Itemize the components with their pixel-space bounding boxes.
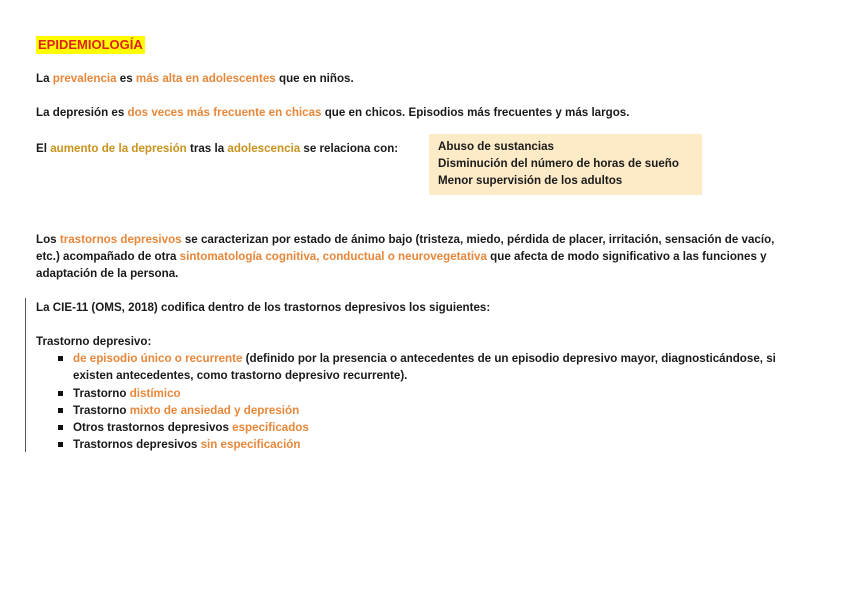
text: etc.) acompañado de otra bbox=[36, 250, 180, 263]
text: adaptación de la persona. bbox=[36, 267, 179, 280]
cie-line: La CIE-11 (OMS, 2018) codifica dentro de los trastornos depresivos los siguientes: bbox=[36, 301, 491, 314]
highlight-text: dos veces más frecuente en chicas bbox=[127, 106, 322, 119]
text: Trastornos depresivos bbox=[73, 438, 201, 451]
text: Trastorno bbox=[73, 404, 130, 417]
trastorno-heading: Trastorno depresivo: bbox=[36, 335, 152, 348]
text: se caracterizan por estado de ánimo bajo (tristeza, miedo, pérdida de placer, irritación, sensación de vacío, bbox=[181, 233, 775, 246]
text: Otros trastornos depresivos bbox=[73, 421, 233, 434]
list-item bbox=[73, 419, 309, 436]
highlight-text: adolescencia bbox=[227, 142, 301, 155]
margin-line bbox=[25, 298, 26, 452]
highlight-text: más alta en adolescentes bbox=[135, 72, 276, 85]
list-item bbox=[73, 350, 776, 367]
highlight-text: sin especificación bbox=[200, 438, 301, 451]
factors-box bbox=[429, 134, 702, 195]
prevalence-line bbox=[36, 70, 354, 87]
definition-paragraph-line bbox=[36, 265, 178, 282]
definition-paragraph-line bbox=[36, 248, 767, 265]
text: que en niños. bbox=[275, 72, 354, 85]
increase-line bbox=[36, 140, 398, 157]
text: La depresión es bbox=[36, 106, 128, 119]
text: Los bbox=[36, 233, 60, 246]
text: tras la bbox=[186, 142, 228, 155]
definition-paragraph-line bbox=[36, 231, 774, 248]
highlight-text: distímico bbox=[129, 387, 181, 400]
list-item-continuation: existen antecedentes, como trastorno depresivo recurrente). bbox=[73, 369, 408, 382]
factor-item: Abuso de sustancias bbox=[438, 140, 554, 153]
highlight-text: prevalencia bbox=[52, 72, 117, 85]
factor-item: Disminución del número de horas de sueño bbox=[438, 157, 679, 170]
highlight-text: aumento de la depresión bbox=[50, 142, 187, 155]
bullet-icon bbox=[58, 425, 63, 430]
text: que en chicos. Episodios más frecuentes y más largos. bbox=[321, 106, 630, 119]
highlight-text: mixto de ansiedad y depresión bbox=[129, 404, 300, 417]
highlight-text: especificados bbox=[232, 421, 309, 434]
list-item bbox=[73, 436, 300, 453]
text: que afecta de modo significativo a las funciones y bbox=[486, 250, 767, 263]
bullet-icon bbox=[58, 442, 63, 447]
text: Trastorno bbox=[73, 387, 130, 400]
frequency-line bbox=[36, 104, 629, 121]
highlight-text: sintomatología cognitiva, conductual o neurovegetativa bbox=[179, 250, 487, 263]
bullet-icon bbox=[58, 391, 63, 396]
text: La bbox=[36, 72, 53, 85]
page-title: EPIDEMIOLOGÍA bbox=[38, 37, 143, 52]
text: (definido por la presencia o antecedentes de un episodio depresivo mayor, diagnosticándose, si bbox=[242, 352, 776, 365]
bullet-icon bbox=[58, 356, 63, 361]
bullet-icon bbox=[58, 408, 63, 413]
text: es bbox=[116, 72, 136, 85]
factor-item: Menor supervisión de los adultos bbox=[438, 174, 623, 187]
list-item bbox=[73, 402, 299, 419]
list-item bbox=[73, 385, 181, 402]
highlight-text: de episodio único o recurrente bbox=[73, 352, 243, 365]
highlight-text: trastornos depresivos bbox=[59, 233, 182, 246]
text: se relaciona con: bbox=[300, 142, 399, 155]
text: El bbox=[36, 142, 51, 155]
